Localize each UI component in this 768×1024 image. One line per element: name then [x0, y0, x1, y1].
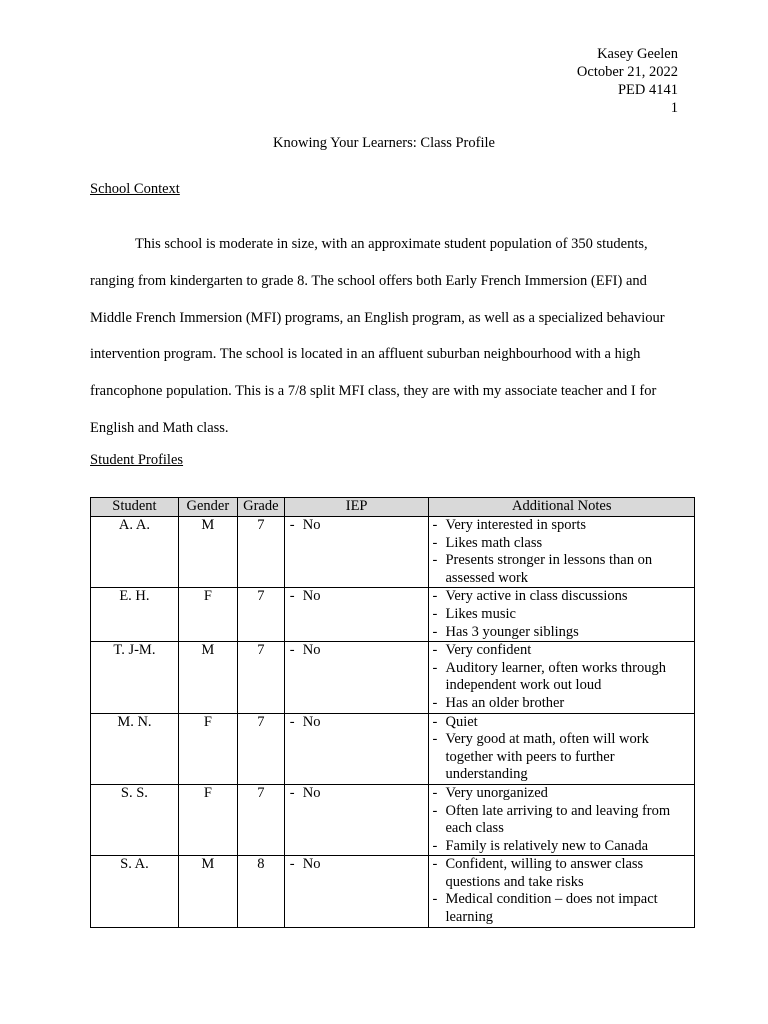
iep-item: - No: [303, 714, 429, 732]
table-row: [91, 713, 695, 784]
student-cell: S. S.: [91, 784, 179, 855]
iep-item: - No: [303, 588, 429, 606]
table-row: [91, 588, 695, 642]
student-cell: T. J-M.: [91, 642, 179, 713]
column-header-iep: IEP: [284, 498, 429, 517]
iep-cell: [284, 517, 429, 588]
iep-cell: [284, 856, 429, 927]
student-cell: M. N.: [91, 713, 179, 784]
notes-cell: [429, 856, 695, 927]
gender-cell: M: [178, 642, 237, 713]
school-context-paragraph: This school is moderate in size, with an approximate student population of 350 students, ranging from kindergarten to grade 8. The school offers both Early French Immersion (EFI) and Middle French Immersion (MFI) programs, an English program, as well as a specialized behaviour intervention program. The school is located in an affluent suburban neighbourhood with a high francophone population. This is a 7/8 split MFI class, they are with my associate teacher and I for English and Math class.: [90, 236, 665, 436]
notes-cell: [429, 642, 695, 713]
student-cell: S. A.: [91, 856, 179, 927]
grade-cell: 7: [237, 588, 284, 642]
notes-cell: [429, 588, 695, 642]
school-context-heading: School Context: [90, 181, 180, 197]
notes-cell: [429, 517, 695, 588]
student-profiles-table: [90, 497, 695, 928]
iep-item: - No: [303, 517, 429, 535]
iep-cell: [284, 588, 429, 642]
note-item: - Medical condition – does not impact learning: [445, 891, 694, 926]
page-number: 1: [670, 100, 678, 116]
note-item: - Family is relatively new to Canada: [445, 838, 694, 856]
grade-cell: 7: [237, 784, 284, 855]
page-header: [577, 45, 678, 117]
grade-cell: 7: [237, 713, 284, 784]
note-item: - Very unorganized: [445, 785, 694, 803]
iep-cell: [284, 713, 429, 784]
document-title: Knowing Your Learners: Class Profile: [273, 135, 495, 151]
grade-cell: 7: [237, 642, 284, 713]
grade-cell: 7: [237, 517, 284, 588]
note-item: - Very active in class discussions: [445, 588, 694, 606]
iep-item: - No: [303, 642, 429, 660]
notes-cell: [429, 713, 695, 784]
note-item: - Often late arriving to and leaving from each class: [445, 803, 694, 838]
student-profiles-heading: Student Profiles: [90, 452, 184, 468]
gender-cell: F: [178, 784, 237, 855]
column-header-gender: Gender: [178, 498, 237, 517]
note-item: - Auditory learner, often works through independent work out loud: [445, 660, 694, 695]
iep-item: - No: [303, 856, 429, 874]
column-header-grade: Grade: [237, 498, 284, 517]
note-item: - Very interested in sports: [445, 517, 694, 535]
table-row: [91, 784, 695, 855]
note-item: - Likes music: [445, 606, 694, 624]
column-header-notes: Additional Notes: [429, 498, 695, 517]
student-cell: E. H.: [91, 588, 179, 642]
iep-cell: [284, 784, 429, 855]
table-header-row: [91, 498, 695, 517]
table-row: [91, 642, 695, 713]
gender-cell: F: [178, 588, 237, 642]
note-item: - Confident, willing to answer class questions and take risks: [445, 856, 694, 891]
gender-cell: M: [178, 517, 237, 588]
course-code: PED 4141: [617, 82, 678, 98]
gender-cell: F: [178, 713, 237, 784]
student-cell: A. A.: [91, 517, 179, 588]
notes-cell: [429, 784, 695, 855]
note-item: - Quiet: [445, 714, 694, 732]
note-item: - Presents stronger in lessons than on assessed work: [445, 552, 694, 587]
iep-cell: [284, 642, 429, 713]
author-name: Kasey Geelen: [597, 46, 678, 62]
grade-cell: 8: [237, 856, 284, 927]
note-item: - Very good at math, often will work together with peers to further understanding: [445, 731, 694, 784]
table-row: [91, 856, 695, 927]
note-item: - Likes math class: [445, 535, 694, 553]
gender-cell: M: [178, 856, 237, 927]
note-item: - Has an older brother: [445, 695, 694, 713]
note-item: - Very confident: [445, 642, 694, 660]
table-row: [91, 517, 695, 588]
document-date: October 21, 2022: [576, 64, 678, 80]
iep-item: - No: [303, 785, 429, 803]
column-header-student: Student: [91, 498, 179, 517]
note-item: - Has 3 younger siblings: [445, 624, 694, 642]
